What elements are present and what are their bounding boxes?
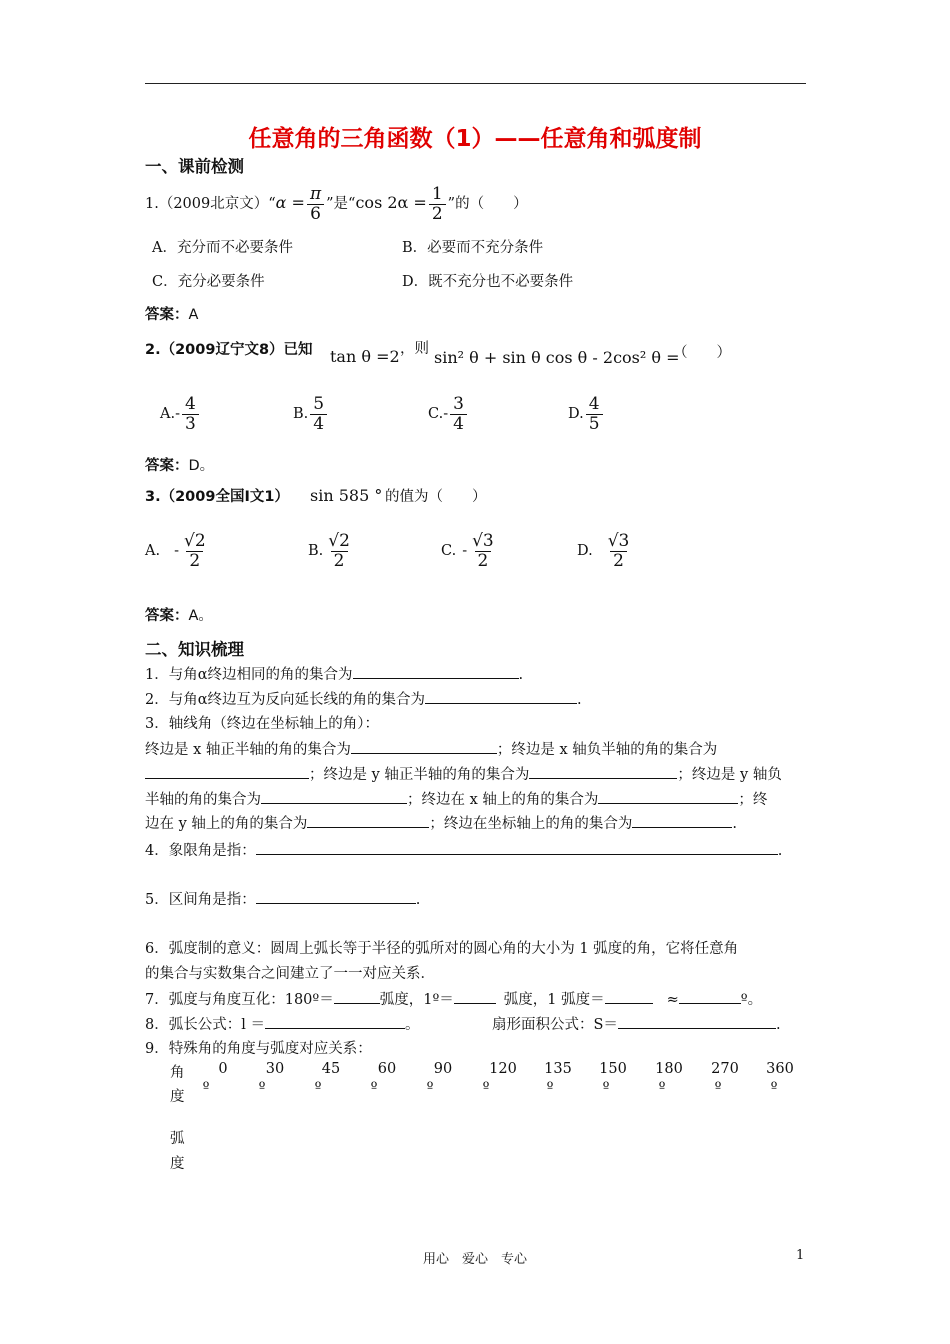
q2-option-a [160, 395, 201, 433]
degree-mark: º [202, 1080, 210, 1096]
l12b-text: 弧度，1º＝ [379, 992, 454, 1008]
degree-cell: 45 [321, 1061, 341, 1077]
degree-cell: 270 [711, 1061, 739, 1077]
q1-answer [145, 303, 198, 324]
q3-c-frac [469, 532, 497, 570]
degree-mark: º [370, 1080, 378, 1096]
q2-c-frac [450, 395, 467, 433]
knowledge-line-8: 4．象限角是指： . [145, 838, 782, 860]
degree-mark: º [482, 1080, 490, 1096]
q2-expr: sin² θ + sin θ cos θ - 2cos² θ = [434, 348, 680, 367]
section-heading-1: 一、课前检测 [145, 157, 244, 176]
q1-suffix: ”的（ ） [447, 196, 528, 213]
q3-b-num: √2 [328, 531, 350, 551]
q3-suffix: 的值为（ ） [385, 489, 487, 505]
header-rule [145, 83, 806, 84]
blank-12[interactable] [334, 987, 380, 1004]
q2-a-den: 3 [182, 414, 199, 434]
q3-a-sign: - [174, 543, 179, 560]
row-label-radian-b: 度 [170, 1156, 185, 1172]
degree-mark: º [314, 1080, 322, 1096]
q3-b-den: 2 [331, 551, 348, 571]
q3-c-sign: - [462, 543, 468, 560]
knowledge-line-7: 边在 y 轴上的角的集合为 ；终边在坐标轴上的角的集合为 . [145, 811, 737, 833]
q2-option-b [293, 395, 329, 433]
l13b-text: 。 [404, 1017, 420, 1033]
q3-d-num: √3 [607, 531, 630, 551]
l7a-text: 边在 y 轴上的角的集合为 [145, 816, 308, 832]
q2-tan: tan θ =2 [330, 347, 400, 366]
q3-a-label: A. [145, 543, 161, 560]
q3-answer [145, 604, 213, 625]
q2-d-frac [586, 395, 603, 433]
blank-9[interactable] [632, 811, 732, 828]
knowledge-line-3: 3．轴线角（终边在坐标轴上的角）： [145, 716, 379, 732]
l4a-text: 终边是 x 轴正半轴的角的集合为 [145, 742, 351, 758]
q2-c-num: 3 [453, 394, 464, 414]
row-label-degree-a: 角 [170, 1065, 185, 1081]
blank-5[interactable] [529, 762, 677, 779]
q2-a-num: 4 [185, 394, 196, 414]
l9-text: 5．区间角是指： [145, 892, 256, 908]
q3-c-den: 2 [475, 551, 492, 571]
degree-cell: 30 [265, 1061, 285, 1077]
q1-one: 1 [431, 184, 443, 204]
knowledge-line-1: 1．与角α终边相同的角的集合为 . [145, 662, 523, 684]
q2-c-label: C. [428, 406, 444, 423]
l2-text: 2．与角α终边互为反向延长线的角的集合为 [145, 692, 426, 708]
q3-a-frac [181, 532, 209, 570]
l12d-text: ≈ [666, 992, 679, 1008]
q1-option-a: A．充分而不必要条件 [152, 240, 293, 256]
degree-mark: º [258, 1080, 266, 1096]
q2-answer-value: D。 [188, 458, 215, 474]
degree-mark: º [426, 1080, 434, 1096]
section-heading-2: 二、知识梳理 [145, 640, 244, 659]
knowledge-line-2: 2．与角α终边互为反向延长线的角的集合为 . [145, 687, 582, 709]
page-number: 1 [796, 1248, 805, 1263]
q3-prefix: 3.（2009全国Ⅰ文1） [145, 489, 289, 505]
blank-2[interactable] [425, 687, 577, 704]
degree-cell: 90 [433, 1061, 453, 1077]
q3-d-den: 2 [610, 551, 627, 571]
knowledge-line-10: 6．弧度制的意义：圆周上弧长等于半径的弧所对的圆心角的大小为 1 弧度的角，它将任意角 [145, 941, 739, 957]
degree-cell: 120 [489, 1061, 517, 1077]
degree-mark: º [770, 1080, 778, 1096]
q2-d-num: 4 [588, 394, 600, 414]
blank-10[interactable] [256, 838, 778, 855]
knowledge-line-6 [145, 787, 767, 809]
blank-17[interactable] [618, 1012, 776, 1029]
q3-d-frac [605, 532, 633, 570]
q3-expr: sin 585 ° [310, 486, 383, 505]
l6c-text: ；终 [738, 792, 768, 808]
question-3 [145, 485, 289, 506]
q2-b-label: B. [293, 406, 309, 423]
knowledge-line-9: 5．区间角是指： . [145, 887, 420, 909]
q2-d-den: 5 [586, 414, 603, 434]
degree-cell: 360 [766, 1061, 794, 1077]
q1-mid: ”是“ [326, 196, 356, 213]
q1-six: 6 [307, 204, 324, 224]
degree-mark: º [602, 1080, 610, 1096]
blank-3[interactable] [351, 737, 497, 754]
q2-option-d [568, 395, 605, 433]
degree-mark: º [546, 1080, 554, 1096]
degree-cell: 180 [655, 1061, 683, 1077]
q3-answer-label: 答案： [145, 608, 189, 624]
q3-option-a [145, 532, 211, 570]
row-label-radian-a: 弧 [170, 1131, 185, 1147]
q2-a-frac [182, 395, 199, 433]
q1-option-c: C．充分必要条件 [152, 274, 265, 290]
question-1 [145, 185, 528, 223]
knowledge-line-12 [145, 987, 762, 1009]
q1-prefix: 1.（2009北京文）“ [145, 196, 276, 213]
q3-c-num: √3 [472, 531, 494, 551]
l6a-text: 半轴的角的集合为 [145, 792, 261, 808]
q1-frac-pi6 [307, 185, 324, 223]
l12a-text: 7．弧度与角度互化：180º＝ [145, 992, 334, 1008]
knowledge-line-13b: 扇形面积公式：S＝ . [492, 1012, 781, 1034]
blank-13[interactable] [454, 987, 496, 1004]
q2-prefix: 2.（2009辽宁文8）已知 [145, 342, 313, 358]
degree-cell: 135 [544, 1061, 572, 1077]
q2-a-sign: - [175, 406, 180, 423]
q2-paren: （ ） [673, 345, 731, 361]
q3-answer-value: A。 [188, 608, 213, 624]
l13c-text: 扇形面积公式：S＝ [492, 1017, 618, 1033]
q2-b-frac [310, 395, 327, 433]
blank-14[interactable] [605, 987, 653, 1004]
l6b-text: ；终边在 x 轴上的角的集合为 [407, 792, 599, 808]
blank-8[interactable] [307, 811, 429, 828]
q2-option-c [428, 395, 469, 433]
q1-option-b: B．必要而不充分条件 [402, 240, 544, 256]
q2-c-den: 4 [450, 414, 467, 434]
q3-a-num: √2 [184, 531, 206, 551]
knowledge-line-14: 9．特殊角的角度与弧度对应关系： [145, 1041, 372, 1057]
l5a-text: ；终边是 y 轴正半轴的角的集合为 [309, 767, 530, 783]
knowledge-line-4 [145, 737, 717, 759]
page-footer: 用心 爱心 专心 [422, 1252, 527, 1267]
page-title: 任意角的三角函数（1）——任意角和弧度制 [248, 126, 702, 152]
l7b-text: ；终边在坐标轴上的角的集合为 [429, 816, 633, 832]
q1-answer-value: A [188, 307, 199, 323]
blank-6[interactable] [261, 787, 407, 804]
l8-text: 4．象限角是指： [145, 843, 256, 859]
blank-7[interactable] [598, 787, 738, 804]
degree-cell: 0 [218, 1061, 228, 1077]
degree-mark: º [714, 1080, 722, 1096]
q1-answer-label: 答案： [145, 307, 189, 323]
q3-option-d [577, 532, 634, 570]
q2-answer-label: 答案： [145, 458, 189, 474]
q3-c-label: C. [441, 543, 457, 560]
q3-b-frac [325, 532, 353, 570]
l5b-text: ；终边是 y 轴负 [677, 767, 782, 783]
blank-15[interactable] [679, 987, 741, 1004]
q3-b-label: B. [308, 543, 324, 560]
blank-4[interactable] [145, 762, 309, 779]
degree-mark: º [658, 1080, 666, 1096]
question-2 [145, 338, 313, 359]
knowledge-line-11: 的集合与实数集合之间建立了一一对应关系． [145, 966, 435, 982]
q2-then: ，则 [400, 341, 429, 357]
knowledge-line-5 [145, 762, 782, 784]
q2-c-sign: - [443, 406, 449, 423]
q2-d-label: D. [568, 406, 584, 423]
l13a-text: 8．弧长公式：l ＝ [145, 1017, 265, 1033]
q1-option-d: D．既不充分也不必要条件 [402, 274, 574, 290]
blank-1[interactable] [353, 662, 519, 679]
q1-cos2a: cos 2α = [355, 193, 427, 213]
q3-option-c [441, 532, 499, 570]
q2-b-den: 4 [310, 414, 327, 434]
degree-cell: 150 [599, 1061, 627, 1077]
l12e-text: º。 [740, 992, 763, 1008]
blank-11[interactable] [256, 887, 416, 904]
degree-cell: 60 [377, 1061, 397, 1077]
row-label-degree-b: 度 [170, 1089, 185, 1105]
q3-option-b [308, 532, 355, 570]
q2-a-label: A. [160, 406, 176, 423]
q1-frac-half [429, 185, 446, 223]
knowledge-line-13 [145, 1012, 419, 1034]
blank-16[interactable] [265, 1012, 405, 1029]
q3-d-label: D. [577, 543, 593, 560]
q1-alpha: α = [275, 193, 305, 213]
l4b-text: ；终边是 x 轴负半轴的角的集合为 [496, 742, 718, 758]
q2-answer [145, 454, 214, 475]
q1-two: 2 [429, 204, 446, 224]
q1-pi: π [309, 184, 322, 204]
q2-b-num: 5 [313, 394, 325, 414]
l1-text: 1．与角α终边相同的角的集合为 [145, 667, 353, 683]
q3-a-den: 2 [186, 551, 203, 571]
l12c-text: 弧度，1 弧度＝ [503, 992, 605, 1008]
